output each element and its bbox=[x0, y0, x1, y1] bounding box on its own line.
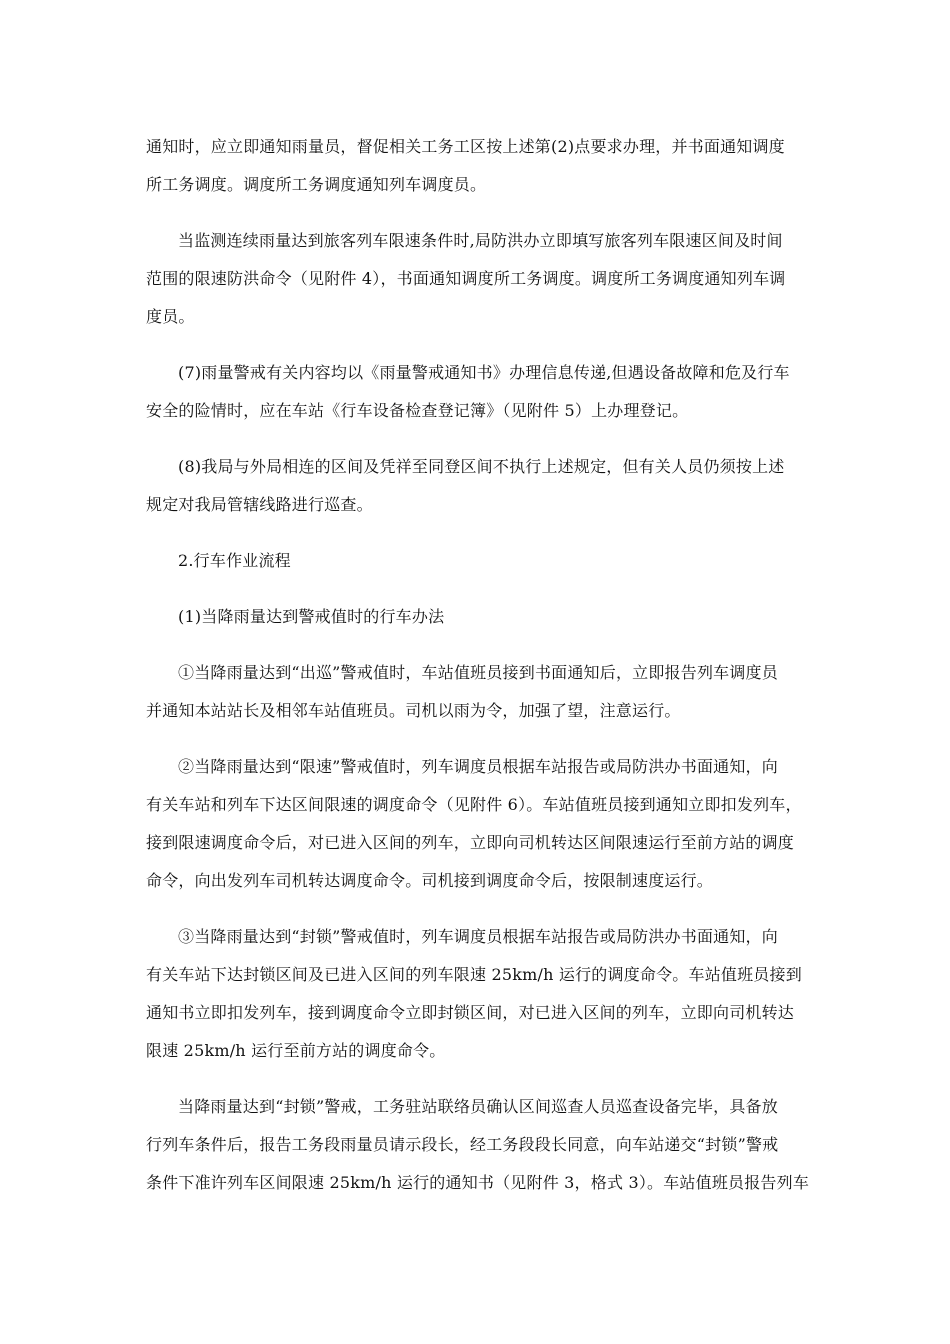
paragraph bbox=[146, 1088, 810, 1202]
text-line: 行列车条件后，报告工务段雨量员请示段长，经工务段段长同意，向车站递交“封锁”警戒 bbox=[146, 1135, 779, 1154]
paragraph bbox=[146, 354, 810, 430]
text-line: 当降雨量达到“封锁”警戒，工务驻站联络员确认区间巡查人员巡查设备完毕，具备放 bbox=[178, 1097, 778, 1116]
subsection-heading bbox=[146, 598, 810, 636]
text-line: 度员。 bbox=[146, 307, 195, 326]
text-line: 有关车站下达封锁区间及已进入区间的列车限速 25km/h 运行的调度命令。车站值班员接到 bbox=[146, 965, 802, 984]
text-line: 安全的险情时，应在车站《行车设备检查登记簿》（见附件 5）上办理登记。 bbox=[146, 401, 689, 420]
text-line: 通知书立即扣发列车，接到调度命令立即封锁区间，对已进入区间的列车，立即向司机转达 bbox=[146, 1003, 795, 1022]
text-line: 范围的限速防洪命令（见附件 4），书面通知调度所工务调度。调度所工务调度通知列车调 bbox=[146, 269, 786, 288]
paragraph bbox=[146, 654, 810, 730]
text-line: 限速 25km/h 运行至前方站的调度命令。 bbox=[146, 1041, 446, 1060]
text-line: 有关车站和列车下达区间限速的调度命令（见附件 6）。车站值班员接到通知立即扣发列车， bbox=[146, 795, 802, 814]
text-line: (7)雨量警戒有关内容均以《雨量警戒通知书》办理信息传递,但遇设备故障和危及行车 bbox=[178, 363, 790, 382]
text-line: 2.行车作业流程 bbox=[178, 551, 291, 570]
paragraph bbox=[146, 222, 810, 336]
paragraph bbox=[146, 748, 810, 900]
text-line: 当监测连续雨量达到旅客列车限速条件时,局防洪办立即填写旅客列车限速区间及时间 bbox=[178, 231, 783, 250]
text-line: ①当降雨量达到“出巡”警戒值时，车站值班员接到书面通知后，立即报告列车调度员 bbox=[178, 663, 778, 682]
text-line: 所工务调度。调度所工务调度通知列车调度员。 bbox=[146, 175, 487, 194]
text-line: (1)当降雨量达到警戒值时的行车办法 bbox=[178, 607, 445, 626]
text-line: 并通知本站站长及相邻车站值班员。司机以雨为令，加强了望，注意运行。 bbox=[146, 701, 681, 720]
text-line: 接到限速调度命令后，对已进入区间的列车，立即向司机转达区间限速运行至前方站的调度 bbox=[146, 833, 795, 852]
section-heading bbox=[146, 542, 810, 580]
text-line: ②当降雨量达到“限速”警戒值时，列车调度员根据车站报告或局防洪办书面通知，向 bbox=[178, 757, 778, 776]
document-body bbox=[146, 128, 810, 1220]
text-line: 规定对我局管辖线路进行巡查。 bbox=[146, 495, 373, 514]
text-line: 条件下准许列车区间限速 25km/h 运行的通知书（见附件 3，格式 3）。车站值班员报告列车 bbox=[146, 1173, 810, 1192]
text-line: (8)我局与外局相连的区间及凭祥至同登区间不执行上述规定，但有关人员仍须按上述 bbox=[178, 457, 785, 476]
text-line: 命令，向出发列车司机转达调度命令。司机接到调度命令后，按限制速度运行。 bbox=[146, 871, 714, 890]
paragraph bbox=[146, 448, 810, 524]
paragraph bbox=[146, 128, 810, 204]
paragraph bbox=[146, 918, 810, 1070]
text-line: ③当降雨量达到“封锁”警戒值时，列车调度员根据车站报告或局防洪办书面通知，向 bbox=[178, 927, 778, 946]
text-line: 通知时，应立即通知雨量员，督促相关工务工区按上述第(2)点要求办理，并书面通知调度 bbox=[146, 137, 785, 156]
